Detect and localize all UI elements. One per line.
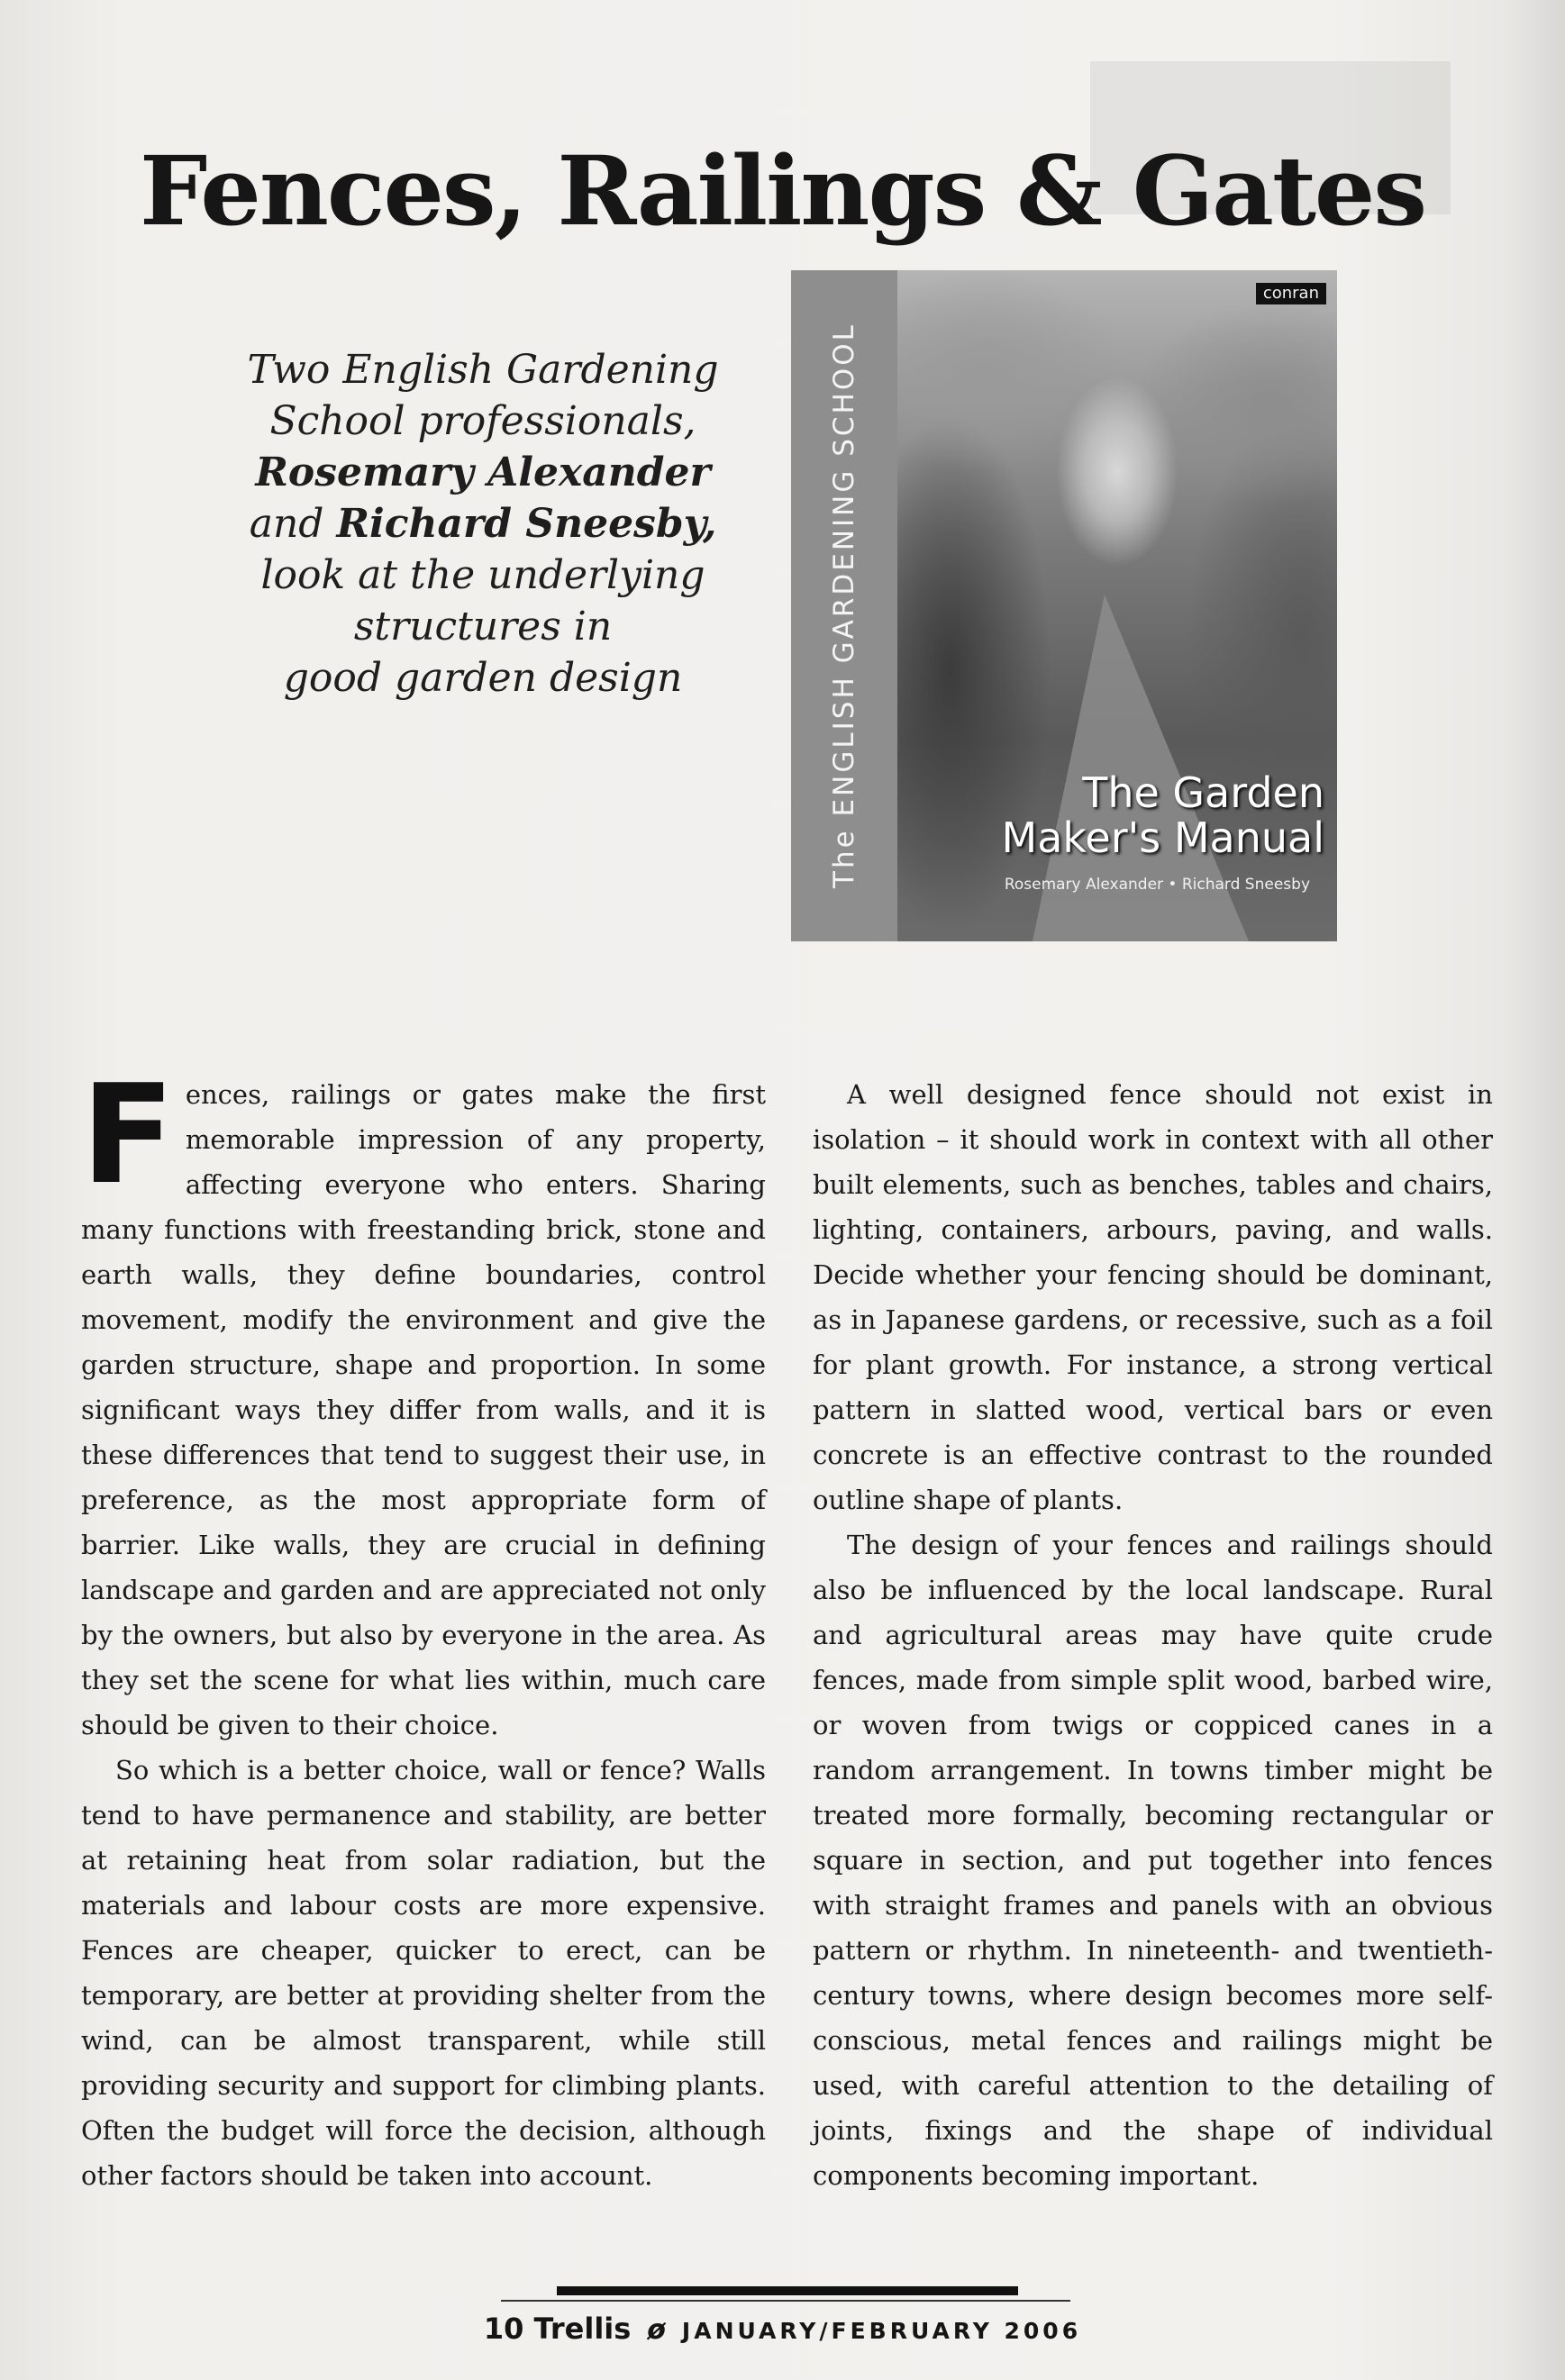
standfirst-line: Two English Gardening — [247, 347, 719, 393]
article-paragraph: The design of your fences and railings should also be influenced by the local landscape. Rural and agricultural areas may have quite crude fences, made from simple split wood, barbed wire, or woven from twigs or coppiced canes in a random arrangement. In towns timber might be treated more formally, becoming rectangular or square in section, and put together into fences with straight frames and panels with an obvious pattern or rhythm. In nineteenth- and twentieth-century towns, where design becomes more self-conscious, metal fences and railings might be used, with careful attention to the detailing of joints, fixings and the shape of individual components becoming important. — [813, 1530, 1493, 2191]
standfirst-author-1 — [159, 447, 807, 498]
article-paragraph: A well designed fence should not exist in isolation – it should work in context with all other built elements, such as benches, tables and chairs, lighting, containers, arbours, paving, and walls. Decide whether your fencing should be dominant, as in Japanese gardens, or recessive, such as a foil for plant growth. For instance, a strong vertical pattern in slatted wood, vertical bars or even concrete is an effective contrast to the rounded outline shape of plants. — [813, 1079, 1493, 1515]
author-name: Rosemary Alexander — [255, 450, 711, 495]
standfirst-line: good garden design — [283, 655, 683, 701]
page-footer — [0, 2312, 1565, 2346]
book-spine — [791, 270, 897, 941]
book-spine-text: The ENGLISH GARDENING SCHOOL — [828, 322, 860, 888]
publisher-logo: conran — [1256, 283, 1326, 304]
standfirst-line: structures in — [353, 604, 613, 650]
article-standfirst — [159, 344, 807, 704]
article-column-left — [81, 1055, 766, 2198]
article-paragraph: So which is a better choice, wall or fence? Walls tend to have permanence and stability, are better at retaining heat from solar radiation, but the materials and labour costs are more expensive. Fences are cheaper, quicker to erect, can be temporary, are better at providing shelter from the wind, can be almost transparent, while still providing security and support for climbing plants. Often the budget will force the decision, although other factors should be taken into account. — [81, 1755, 766, 2191]
paragraph-text: ences, railings or gates make the first memorable impression of any property, affecting everyone who enters. Sharing many functions with freestanding brick, stone and earth walls, they define boundaries, control movement, modify the environment and give the garden structure, shape and proportion. In some significant ways they differ from walls, and it is these differences that tend to suggest their use, in preference, as the most appropriate form of barrier. Like walls, they are crucial in defining landscape and garden and are appreciated not only by the owners, but also by everyone in the area. As they set the scene for what lies within, much care should be given to their choice. — [81, 1079, 766, 1740]
footer-rule — [557, 2286, 1018, 2295]
book-title-line: Maker's Manual — [1001, 813, 1324, 862]
standfirst-line: School professionals, — [269, 398, 696, 444]
book-cover-image — [791, 270, 1337, 941]
issue-date: JANUARY/FEBRUARY 2006 — [681, 2318, 1082, 2344]
page-number-and-magazine: 10 Trellis — [483, 2312, 632, 2346]
article-column-right — [813, 1072, 1493, 2198]
book-cover-photo — [897, 270, 1337, 941]
article-paragraph — [81, 1055, 766, 1748]
author-name: Richard Sneesby, — [336, 501, 717, 547]
standfirst-line: look at the underlying — [260, 552, 705, 598]
standfirst-author-2 — [159, 498, 807, 550]
drop-cap: F — [81, 1055, 175, 1214]
article-title: Fences, Railings & Gates — [139, 134, 1426, 248]
footer-rule-thin — [501, 2300, 1070, 2302]
trellis-logo-icon: ø — [647, 2314, 666, 2346]
book-authors: Rosemary Alexander • Richard Sneesby — [1004, 876, 1310, 894]
book-title — [910, 770, 1324, 860]
book-title-line: The Garden — [1082, 768, 1324, 817]
standfirst-and: and — [249, 501, 324, 547]
